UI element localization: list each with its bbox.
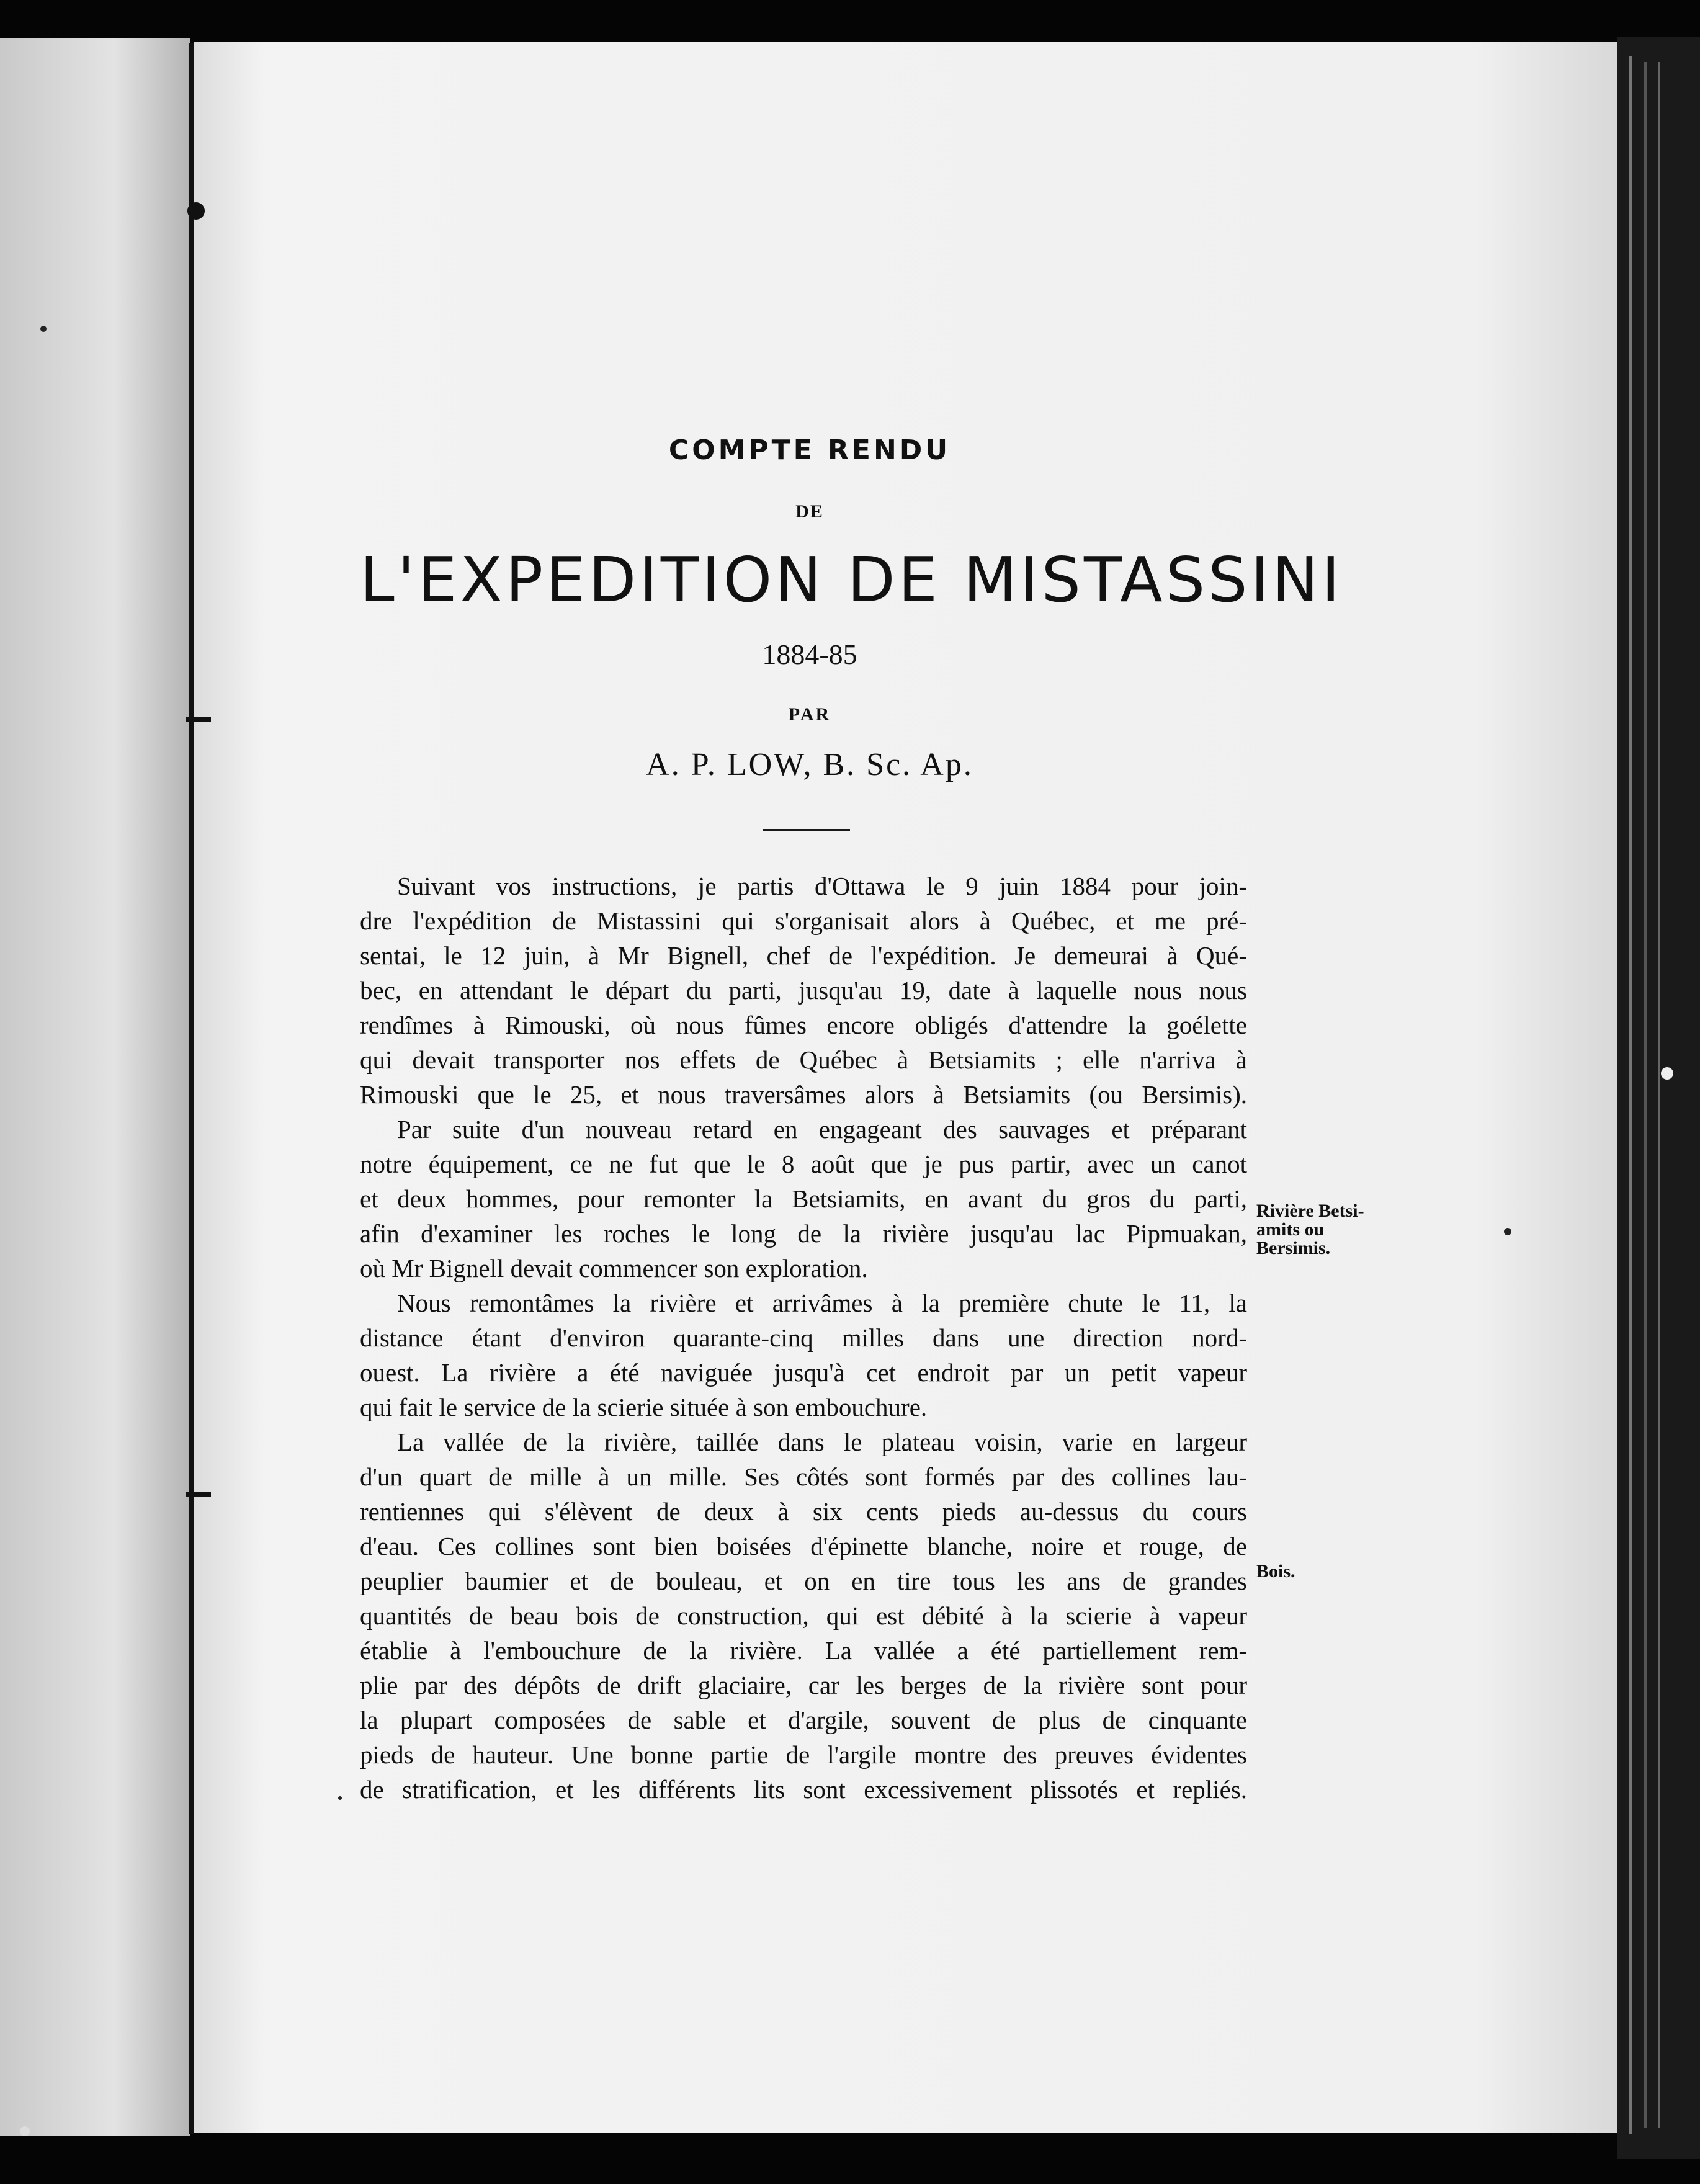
body-line: d'un quart de mille à un mille. Ses côtés sont formés par des collines lau- — [360, 1462, 1247, 1491]
title-rule-divider — [763, 829, 850, 831]
body-line: afin d'examiner les roches le long de la rivière jusqu'au lac Pipmuakan, — [360, 1219, 1247, 1248]
body-line: de stratification, et les différents lits sont excessivement plissotés et repliés. — [360, 1775, 1247, 1804]
body-line: où Mr Bignell devait commencer son exploration. — [360, 1254, 868, 1282]
body-line: bec, en attendant le départ du parti, jusqu'au 19, date à laquelle nous nous — [360, 976, 1247, 1005]
body-line: sentai, le 12 juin, à Mr Bignell, chef de l'expédition. Je demeurai à Qué- — [360, 941, 1247, 970]
body-line: quantités de beau bois de construction, qui est débité à la scierie à vapeur — [360, 1601, 1247, 1630]
body-line: qui devait transporter nos effets de Québec à Betsiamits ; elle n'arriva à — [360, 1045, 1247, 1074]
body-line: Rimouski que le 25, et nous traversâmes alors à Betsiamits (ou Bersimis). — [360, 1080, 1247, 1109]
gutter-line — [189, 43, 194, 2134]
body-line: pieds de hauteur. Une bonne partie de l'argile montre des preuves évidentes — [360, 1740, 1247, 1769]
left-page-edge — [0, 38, 190, 2136]
body-line: et deux hommes, pour remonter la Betsiamits, en avant du gros du parti, — [360, 1184, 1247, 1213]
body-line: rendîmes à Rimouski, où nous fûmes encore obligés d'attendre la goélette — [360, 1011, 1247, 1039]
body-line: notre équipement, ce ne fut que le 8 août que je pus partir, avec un canot — [360, 1150, 1247, 1178]
body-line: Nous remontâmes la rivière et arrivâmes à la première chute le 11, la — [397, 1289, 1247, 1317]
body-line: établie à l'embouchure de la rivière. La vallée a été partiellement rem- — [360, 1636, 1247, 1665]
margin-note-betsiamits-1: Rivière Betsi- — [1256, 1201, 1364, 1221]
body-line: peuplier baumier et de bouleau, et on en tire tous les ans de grandes — [360, 1567, 1247, 1595]
body-line: distance étant d'environ quarante-cinq milles dans une direction nord- — [360, 1323, 1247, 1352]
heading-author: A. P. LOW, B. Sc. Ap. — [646, 747, 973, 782]
body-line: rentiennes qui s'élèvent de deux à six cents pieds au-dessus du cours — [360, 1497, 1247, 1526]
body-line: la plupart composées de sable et d'argile, souvent de plus de cinquante — [360, 1706, 1247, 1734]
body-line: dre l'expédition de Mistassini qui s'organisait alors à Québec, et me pré- — [360, 906, 1247, 935]
body-line: Par suite d'un nouveau retard en engageant des sauvages et préparant — [397, 1115, 1247, 1143]
body-line: La vallée de la rivière, taillée dans le plateau voisin, varie en largeur — [397, 1428, 1247, 1456]
body-line: Suivant vos instructions, je partis d'Ottawa le 9 juin 1884 pour join- — [397, 872, 1247, 900]
heading-par: PAR — [788, 704, 831, 725]
margin-note-betsiamits-3: Bersimis. — [1256, 1238, 1331, 1258]
margin-note-betsiamits-2: amits ou — [1256, 1219, 1325, 1240]
heading-de: DE — [795, 501, 824, 522]
heading-years: 1884-85 — [762, 638, 857, 670]
body-line: ouest. La rivière a été naviguée jusqu'à cet endroit par un petit vapeur — [360, 1358, 1247, 1387]
body-line: qui fait le service de la scierie située à son embouchure. — [360, 1393, 928, 1421]
heading-compte-rendu: COMPTE RENDU — [668, 434, 951, 466]
body-line: plie par des dépôts de drift glaciaire, car les berges de la rivière sont pour — [360, 1671, 1247, 1699]
body-line: d'eau. Ces collines sont bien boisées d'épinette blanche, noire et rouge, de — [360, 1532, 1247, 1560]
margin-note-bois: Bois. — [1256, 1561, 1295, 1582]
page-title: L'EXPEDITION DE MISTASSINI — [360, 544, 1343, 616]
